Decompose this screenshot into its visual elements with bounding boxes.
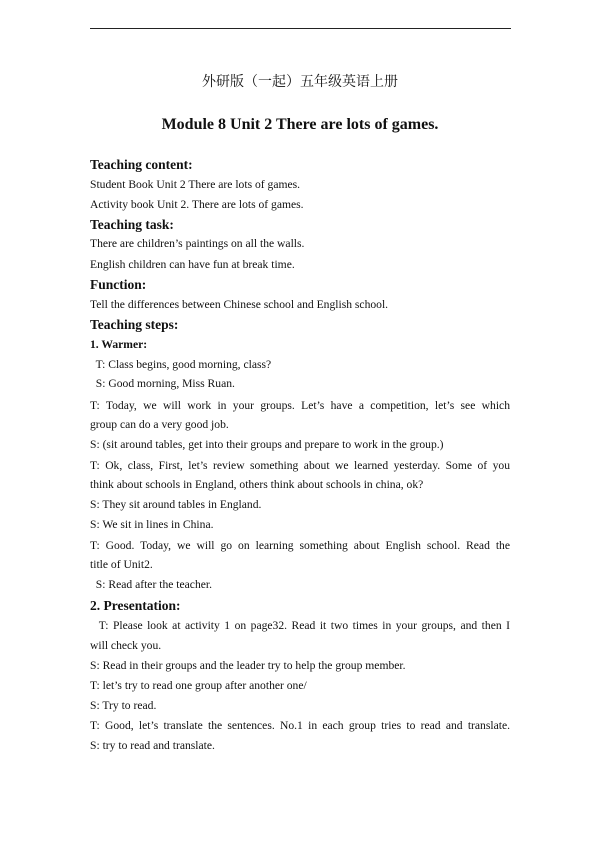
presentation-line: S: Try to read. bbox=[90, 699, 157, 712]
presentation-line: T: Please look at activity 1 on page32. Read it two times in your groups, and then I bbox=[90, 619, 510, 632]
teaching-task-heading: Teaching task: bbox=[90, 217, 174, 232]
content-line: Student Book Unit 2 There are lots of games. bbox=[90, 178, 301, 191]
presentation-line: will check you. bbox=[90, 639, 162, 652]
presentation-line: S: try to read and translate. bbox=[90, 739, 215, 752]
document-title-chinese: 外研版（一起）五年级英语上册 bbox=[202, 74, 398, 90]
function-heading: Function: bbox=[90, 277, 147, 292]
warmer-line: S: We sit in lines in China. bbox=[90, 518, 214, 531]
function-line: Tell the differences between Chinese school and English school. bbox=[90, 298, 389, 311]
header-rule bbox=[90, 28, 511, 29]
presentation-line: T: Good, let’s translate the sentences. No.1 in each group tries to read and translate. bbox=[90, 719, 510, 732]
warmer-line: T: Today, we will work in your groups. Let’s have a competition, let’s see which bbox=[90, 399, 510, 412]
warmer-line: T: Class begins, good morning, class? bbox=[90, 358, 272, 371]
presentation-line: S: Read in their groups and the leader try to help the group member. bbox=[90, 659, 406, 672]
warmer-line: S: Read after the teacher. bbox=[90, 578, 213, 591]
presentation-line: T: let’s try to read one group after another one/ bbox=[90, 679, 307, 692]
warmer-heading: 1. Warmer: bbox=[90, 338, 148, 351]
warmer-line: title of Unit2. bbox=[90, 558, 153, 571]
warmer-line: S: Good morning, Miss Ruan. bbox=[90, 377, 235, 390]
teaching-content-heading: Teaching content: bbox=[90, 157, 193, 172]
presentation-heading: 2. Presentation: bbox=[90, 598, 181, 613]
warmer-line: group can do a very good job. bbox=[90, 418, 229, 431]
task-line: English children can have fun at break time. bbox=[90, 258, 295, 271]
warmer-line: T: Ok, class, First, let’s review something about we learned yesterday. Some of you bbox=[90, 459, 510, 472]
warmer-line: S: (sit around tables, get into their groups and prepare to work in the group.) bbox=[90, 438, 444, 451]
document-title-english: Module 8 Unit 2 There are lots of games. bbox=[161, 116, 439, 133]
task-line: There are children’s paintings on all the walls. bbox=[90, 237, 305, 250]
warmer-line: S: They sit around tables in England. bbox=[90, 498, 262, 511]
warmer-line: T: Good. Today, we will go on learning something about English school. Read the bbox=[90, 539, 510, 552]
teaching-steps-heading: Teaching steps: bbox=[90, 317, 179, 332]
warmer-line: think about schools in England, others think about schools in china, ok? bbox=[90, 478, 424, 491]
content-line: Activity book Unit 2. There are lots of games. bbox=[90, 198, 304, 211]
